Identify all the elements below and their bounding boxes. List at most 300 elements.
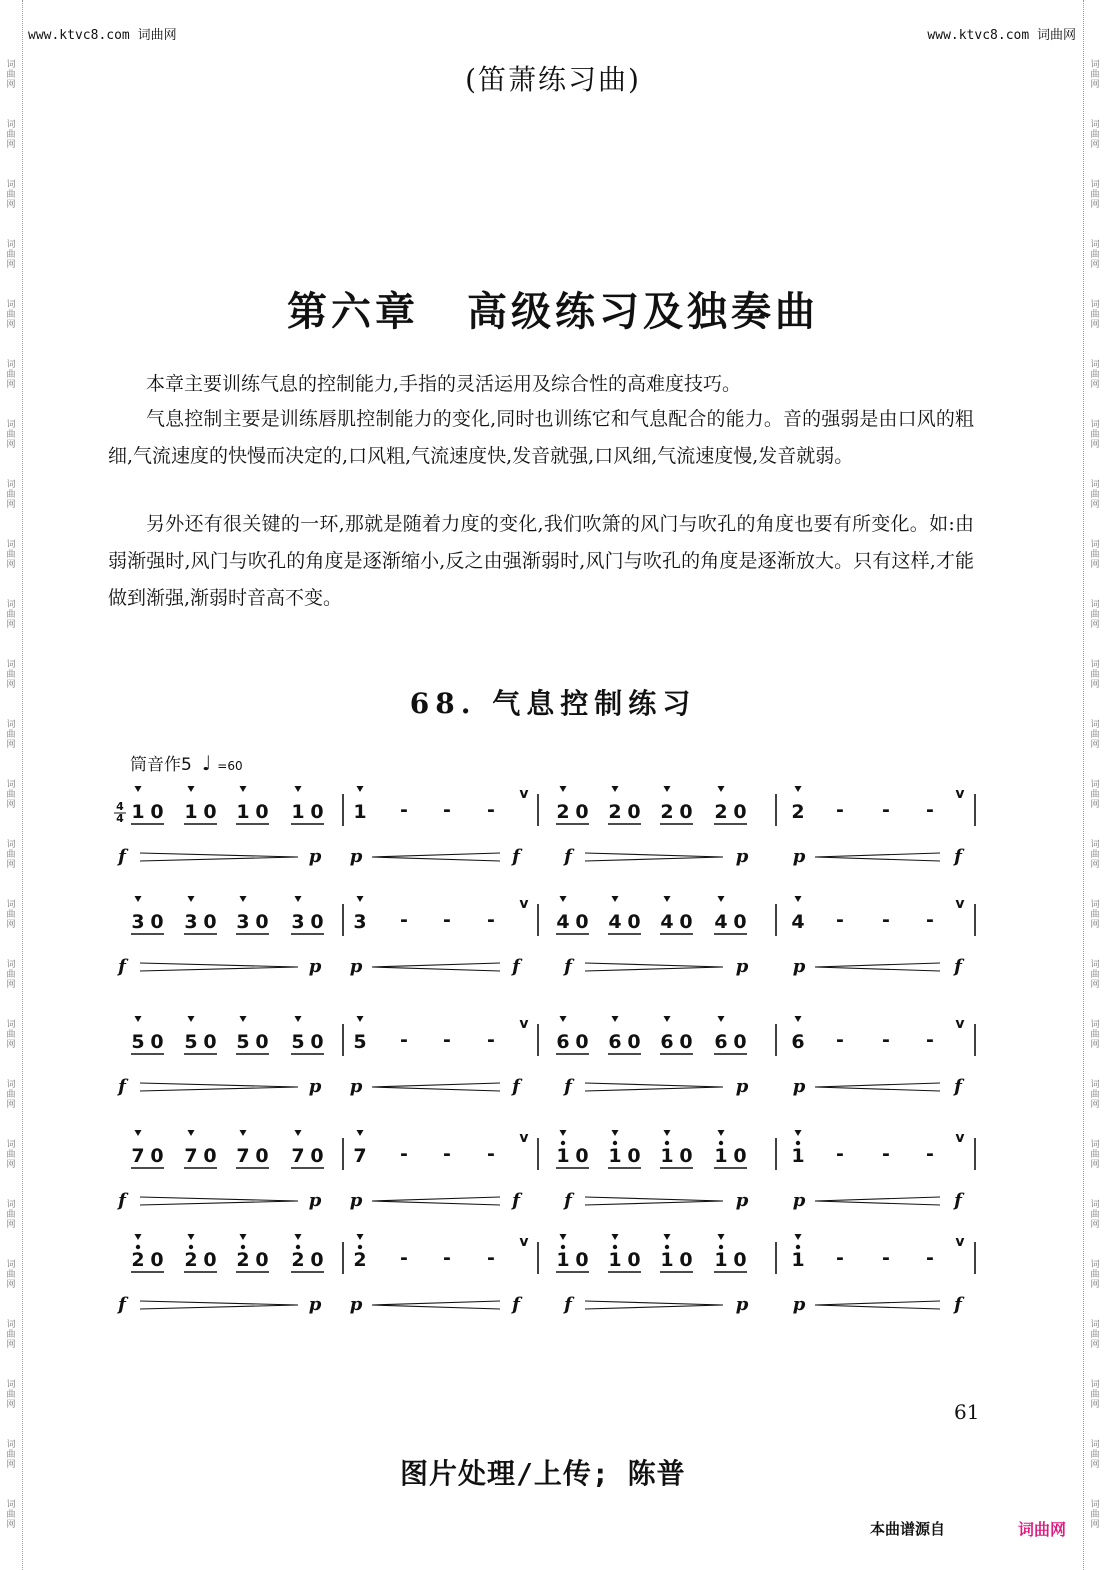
- dynamic-mark: p: [349, 846, 363, 867]
- accent-mark: [357, 1016, 364, 1022]
- side-watermark-mark: 词 曲 网: [1090, 360, 1100, 390]
- octave-dot: [613, 1245, 617, 1249]
- held-note: 4: [791, 911, 805, 933]
- note-digit: 1: [291, 801, 305, 823]
- rest-digit: 0: [255, 1249, 269, 1271]
- side-watermark-mark: 词 曲 网: [1090, 600, 1100, 630]
- tempo-marking: =60: [217, 759, 243, 773]
- held-note: 1: [791, 1145, 805, 1167]
- accent-mark: [357, 896, 364, 902]
- rest-digit: 0: [575, 1145, 589, 1167]
- dynamic-mark: f: [954, 1294, 962, 1315]
- held-note: 1: [791, 1249, 805, 1271]
- note-digit: 1: [714, 1249, 728, 1271]
- hairpin-decrescendo: [585, 1305, 723, 1309]
- note-digit: 2: [556, 801, 570, 823]
- dynamic-mark: p: [349, 1190, 363, 1211]
- dynamic-mark: f: [118, 1190, 126, 1211]
- dash-extension: -: [882, 1247, 890, 1269]
- dynamic-mark: p: [735, 1294, 749, 1315]
- held-note: 2: [791, 801, 805, 823]
- chapter-title: 高级练习及独奏曲: [467, 289, 819, 335]
- dynamic-mark: f: [118, 956, 126, 977]
- side-watermark-mark: 词 曲 网: [6, 780, 16, 810]
- accent-mark: [295, 1130, 302, 1136]
- chapter-heading: [0, 280, 1106, 337]
- side-watermark-mark: 词 曲 网: [1090, 240, 1100, 270]
- side-watermark-mark: 词 曲 网: [1090, 900, 1100, 930]
- dynamic-mark: f: [512, 1076, 520, 1097]
- side-watermark-mark: 词 曲 网: [6, 60, 16, 90]
- dynamic-mark: p: [349, 956, 363, 977]
- dash-extension: -: [836, 1143, 844, 1165]
- side-watermark-mark: 词 曲 网: [1090, 1500, 1100, 1530]
- time-signature-top: 4: [116, 800, 124, 813]
- note-digit: 1: [556, 1145, 570, 1167]
- dash-extension: -: [487, 799, 495, 821]
- watermark-url-left: www.ktvc8.com 词曲网: [28, 28, 177, 43]
- dash-extension: -: [400, 799, 408, 821]
- dynamic-mark: f: [512, 956, 520, 977]
- held-note: 3: [353, 911, 367, 933]
- side-watermark-mark: 词 曲 网: [1090, 1260, 1100, 1290]
- side-watermark-mark: 词 曲 网: [6, 840, 16, 870]
- octave-dot: [796, 1245, 800, 1249]
- dash-extension: -: [487, 1143, 495, 1165]
- note-digit: 3: [131, 911, 145, 933]
- hairpin-decrescendo: [585, 1301, 723, 1305]
- accent-mark: [135, 1016, 142, 1022]
- rest-digit: 0: [575, 1249, 589, 1271]
- accent-mark: [240, 786, 247, 792]
- dash-extension: -: [882, 909, 890, 931]
- rest-digit: 0: [733, 1249, 747, 1271]
- accent-mark: [718, 786, 725, 792]
- accent-mark: [188, 1130, 195, 1136]
- held-note: 5: [353, 1031, 367, 1053]
- accent-mark: [664, 1234, 671, 1240]
- accent-mark: [560, 1130, 567, 1136]
- accent-mark: [188, 1234, 195, 1240]
- hairpin-decrescendo: [140, 853, 298, 857]
- accent-mark: [135, 786, 142, 792]
- side-watermark-mark: 词 曲 网: [1090, 660, 1100, 690]
- accent-mark: [612, 1234, 619, 1240]
- rest-digit: 0: [733, 911, 747, 933]
- breath-mark: v: [955, 896, 965, 912]
- note-digit: 5: [131, 1031, 145, 1053]
- hairpin-decrescendo: [140, 1301, 298, 1305]
- accent-mark: [295, 1016, 302, 1022]
- note-digit: 6: [660, 1031, 674, 1053]
- held-note: 6: [791, 1031, 805, 1053]
- rest-digit: 0: [255, 1145, 269, 1167]
- side-watermark-mark: 词 曲 网: [1090, 420, 1100, 450]
- accent-mark: [357, 1130, 364, 1136]
- accent-mark: [664, 896, 671, 902]
- dynamic-mark: f: [512, 846, 520, 867]
- octave-dot: [561, 1245, 565, 1249]
- dash-extension: -: [487, 1029, 495, 1051]
- dynamic-mark: f: [954, 846, 962, 867]
- hairpin-decrescendo: [585, 1201, 723, 1205]
- side-watermark-mark: 词 曲 网: [6, 480, 16, 510]
- accent-mark: [718, 1016, 725, 1022]
- hairpin-crescendo: [372, 1197, 500, 1201]
- octave-dot: [136, 1245, 140, 1249]
- accent-mark: [560, 1016, 567, 1022]
- dynamic-mark: f: [512, 1294, 520, 1315]
- side-watermark-mark: 词 曲 网: [6, 360, 16, 390]
- note-digit: 7: [131, 1145, 145, 1167]
- hairpin-crescendo: [815, 963, 940, 967]
- breath-mark: v: [519, 896, 529, 912]
- hairpin-decrescendo: [585, 1087, 723, 1091]
- note-digit: 2: [131, 1249, 145, 1271]
- octave-dot: [719, 1141, 723, 1145]
- dash-extension: -: [487, 1247, 495, 1269]
- octave-dot: [796, 1141, 800, 1145]
- rest-digit: 0: [310, 801, 324, 823]
- intro-paragraph-1: 本章主要训练气息的控制能力,手指的灵活运用及综合性的高难度技巧。: [146, 373, 742, 395]
- hairpin-decrescendo: [140, 1197, 298, 1201]
- accent-mark: [560, 1234, 567, 1240]
- side-watermark-mark: 词 曲 网: [1090, 840, 1100, 870]
- note-digit: 1: [608, 1249, 622, 1271]
- source-site-logo: 词曲网: [1018, 1520, 1067, 1539]
- dash-extension: -: [443, 1143, 451, 1165]
- rest-digit: 0: [575, 1031, 589, 1053]
- rest-digit: 0: [627, 1031, 641, 1053]
- side-watermark-mark: 词 曲 网: [1090, 960, 1100, 990]
- dynamic-mark: f: [564, 846, 572, 867]
- hairpin-crescendo: [815, 967, 940, 971]
- rest-digit: 0: [150, 1031, 164, 1053]
- side-watermark-mark: 词 曲 网: [6, 600, 16, 630]
- note-digit: 4: [714, 911, 728, 933]
- note-digit: 1: [660, 1249, 674, 1271]
- accent-mark: [560, 786, 567, 792]
- accent-mark: [188, 786, 195, 792]
- breath-mark: v: [519, 1016, 529, 1032]
- exercise-title: 68. 气息控制练习: [409, 687, 697, 720]
- dash-extension: -: [926, 909, 934, 931]
- hairpin-crescendo: [372, 963, 500, 967]
- dash-extension: -: [926, 1143, 934, 1165]
- hairpin-crescendo: [815, 857, 940, 861]
- rest-digit: 0: [150, 1145, 164, 1167]
- breath-mark: v: [955, 1130, 965, 1146]
- note-digit: 3: [291, 911, 305, 933]
- intro-paragraph-2: 气息控制主要是训练唇肌控制能力的变化,同时也训练它和气息配合的能力。音的强弱是由口风的粗细,气流速度的快慢而决定的,口风粗,气流速度快,发音就强,口风细,气流速度慢,发音就弱。: [108, 408, 974, 467]
- rest-digit: 0: [203, 1031, 217, 1053]
- hairpin-crescendo: [815, 1301, 940, 1305]
- rest-digit: 0: [733, 801, 747, 823]
- dash-extension: -: [926, 1029, 934, 1051]
- side-watermark-mark: 词 曲 网: [1090, 1080, 1100, 1110]
- side-watermark-mark: 词 曲 网: [6, 1020, 16, 1050]
- accent-mark: [240, 1130, 247, 1136]
- accent-mark: [795, 1130, 802, 1136]
- note-digit: 6: [556, 1031, 570, 1053]
- side-watermark-mark: 词 曲 网: [1090, 1200, 1100, 1230]
- octave-dot: [613, 1141, 617, 1145]
- dynamic-mark: f: [512, 1190, 520, 1211]
- side-watermark-mark: 词 曲 网: [1090, 1140, 1100, 1170]
- held-note: 2: [353, 1249, 367, 1271]
- rest-digit: 0: [627, 1145, 641, 1167]
- book-title: (笛萧练习曲): [465, 63, 641, 96]
- accent-mark: [135, 1130, 142, 1136]
- key-signature: 筒音作5: [130, 755, 192, 775]
- accent-mark: [612, 1130, 619, 1136]
- rest-digit: 0: [150, 801, 164, 823]
- side-watermark-mark: 词 曲 网: [6, 1080, 16, 1110]
- dynamic-mark: f: [118, 1294, 126, 1315]
- dash-extension: -: [443, 1029, 451, 1051]
- rest-digit: 0: [150, 911, 164, 933]
- dynamic-mark: p: [792, 1190, 806, 1211]
- octave-dot: [241, 1245, 245, 1249]
- held-note: 1: [353, 801, 367, 823]
- dynamic-mark: p: [792, 1294, 806, 1315]
- accent-mark: [357, 786, 364, 792]
- dynamic-mark: p: [792, 956, 806, 977]
- hairpin-crescendo: [372, 1305, 500, 1309]
- dash-extension: -: [836, 1029, 844, 1051]
- dash-extension: -: [836, 909, 844, 931]
- hairpin-decrescendo: [140, 857, 298, 861]
- hairpin-crescendo: [372, 1201, 500, 1205]
- rest-digit: 0: [203, 801, 217, 823]
- hairpin-decrescendo: [140, 967, 298, 971]
- note-digit: 1: [714, 1145, 728, 1167]
- note-digit: 2: [236, 1249, 250, 1271]
- dynamic-mark: f: [564, 1190, 572, 1211]
- rest-digit: 0: [679, 1145, 693, 1167]
- dynamic-mark: f: [564, 956, 572, 977]
- dynamic-mark: f: [954, 956, 962, 977]
- rest-digit: 0: [679, 1249, 693, 1271]
- rest-digit: 0: [255, 911, 269, 933]
- dynamic-mark: p: [792, 846, 806, 867]
- hairpin-decrescendo: [585, 1083, 723, 1087]
- page-number: 61: [954, 1400, 980, 1424]
- dash-extension: -: [443, 799, 451, 821]
- octave-dot: [189, 1245, 193, 1249]
- rest-digit: 0: [679, 801, 693, 823]
- watermark-url-right: www.ktvc8.com 词曲网: [927, 28, 1076, 43]
- accent-mark: [240, 896, 247, 902]
- breath-mark: v: [519, 1234, 529, 1250]
- rest-digit: 0: [310, 1145, 324, 1167]
- note-digit: 2: [714, 801, 728, 823]
- note-digit: 2: [184, 1249, 198, 1271]
- rest-digit: 0: [203, 1249, 217, 1271]
- accent-mark: [664, 1130, 671, 1136]
- note-digit: 7: [236, 1145, 250, 1167]
- dash-extension: -: [926, 799, 934, 821]
- rest-digit: 0: [733, 1145, 747, 1167]
- accent-mark: [612, 896, 619, 902]
- note-digit: 6: [714, 1031, 728, 1053]
- accent-mark: [664, 1016, 671, 1022]
- side-watermark-mark: 词 曲 网: [6, 720, 16, 750]
- rest-digit: 0: [627, 801, 641, 823]
- rest-digit: 0: [575, 911, 589, 933]
- time-signature-bottom: 4: [116, 812, 124, 825]
- intro-paragraph-3: 另外还有很关键的一环,那就是随着力度的变化,我们吹箫的风门与吹孔的角度也要有所变化。如:由弱渐强时,风门与吹孔的角度是逐渐缩小,反之由强渐弱时,风门与吹孔的角度是逐渐放大。只有这样,才能做到渐强,渐弱时音高不变。: [108, 513, 974, 609]
- rest-digit: 0: [203, 1145, 217, 1167]
- side-watermark-mark: 词 曲 网: [6, 1500, 16, 1530]
- side-watermark-mark: 词 曲 网: [6, 1380, 16, 1410]
- side-watermark-mark: 词 曲 网: [6, 180, 16, 210]
- side-watermark-mark: 词 曲 网: [6, 900, 16, 930]
- accent-mark: [357, 1234, 364, 1240]
- accent-mark: [718, 896, 725, 902]
- hairpin-crescendo: [815, 1087, 940, 1091]
- side-watermark-mark: 词 曲 网: [1090, 1320, 1100, 1350]
- hairpin-decrescendo: [140, 963, 298, 967]
- dynamic-mark: p: [735, 846, 749, 867]
- breath-mark: v: [955, 1016, 965, 1032]
- held-note: 7: [353, 1145, 367, 1167]
- dash-extension: -: [882, 1143, 890, 1165]
- side-watermark-mark: 词 曲 网: [6, 1320, 16, 1350]
- note-digit: 3: [236, 911, 250, 933]
- key-tempo-line: [130, 750, 243, 775]
- note-digit: 4: [608, 911, 622, 933]
- source-label: 本曲谱源自: [870, 1520, 946, 1538]
- hairpin-crescendo: [372, 853, 500, 857]
- side-watermark-mark: 词 曲 网: [1090, 480, 1100, 510]
- rest-digit: 0: [310, 1031, 324, 1053]
- side-watermark-mark: 词 曲 网: [1090, 780, 1100, 810]
- note-digit: 2: [608, 801, 622, 823]
- note-digit: 5: [236, 1031, 250, 1053]
- rest-digit: 0: [733, 1031, 747, 1053]
- rest-digit: 0: [203, 911, 217, 933]
- side-watermark-mark: 词 曲 网: [1090, 1020, 1100, 1050]
- side-watermark-mark: 词 曲 网: [6, 1200, 16, 1230]
- rest-digit: 0: [627, 911, 641, 933]
- dynamic-mark: p: [308, 1076, 322, 1097]
- hairpin-decrescendo: [140, 1087, 298, 1091]
- accent-mark: [795, 1234, 802, 1240]
- hairpin-decrescendo: [585, 853, 723, 857]
- accent-mark: [295, 786, 302, 792]
- accent-mark: [135, 1234, 142, 1240]
- dash-extension: -: [836, 1247, 844, 1269]
- jianpu-score: [0, 780, 1106, 1340]
- hairpin-crescendo: [372, 1301, 500, 1305]
- hairpin-decrescendo: [140, 1305, 298, 1309]
- dynamic-mark: p: [308, 846, 322, 867]
- rest-digit: 0: [310, 1249, 324, 1271]
- note-digit: 7: [291, 1145, 305, 1167]
- accent-mark: [295, 1234, 302, 1240]
- side-watermark-mark: 词 曲 网: [1090, 300, 1100, 330]
- side-watermark-mark: 词 曲 网: [1090, 180, 1100, 210]
- side-watermark-mark: 词 曲 网: [6, 240, 16, 270]
- octave-dot: [665, 1245, 669, 1249]
- side-watermark-mark: 词 曲 网: [6, 1260, 16, 1290]
- octave-dot: [719, 1245, 723, 1249]
- octave-dot: [358, 1245, 362, 1249]
- rest-digit: 0: [575, 801, 589, 823]
- breath-mark: v: [519, 786, 529, 802]
- dynamic-mark: f: [954, 1076, 962, 1097]
- dash-extension: -: [836, 799, 844, 821]
- note-digit: 1: [236, 801, 250, 823]
- accent-mark: [795, 786, 802, 792]
- rest-digit: 0: [255, 801, 269, 823]
- hairpin-crescendo: [815, 1083, 940, 1087]
- note-digit: 6: [608, 1031, 622, 1053]
- hairpin-crescendo: [372, 857, 500, 861]
- accent-mark: [560, 896, 567, 902]
- rest-digit: 0: [679, 911, 693, 933]
- note-digit: 1: [556, 1249, 570, 1271]
- quarter-note-icon: ♩: [201, 751, 212, 775]
- dash-extension: -: [443, 909, 451, 931]
- dynamic-mark: f: [118, 1076, 126, 1097]
- side-watermark-mark: 词 曲 网: [1090, 540, 1100, 570]
- hairpin-crescendo: [815, 853, 940, 857]
- rest-digit: 0: [255, 1031, 269, 1053]
- dash-extension: -: [400, 909, 408, 931]
- note-digit: 1: [608, 1145, 622, 1167]
- hairpin-decrescendo: [585, 963, 723, 967]
- side-watermark-mark: 词 曲 网: [1090, 1440, 1100, 1470]
- accent-mark: [188, 1016, 195, 1022]
- accent-mark: [795, 1016, 802, 1022]
- side-watermark-mark: 词 曲 网: [6, 120, 16, 150]
- hairpin-crescendo: [815, 1197, 940, 1201]
- side-watermark-mark: 词 曲 网: [6, 1140, 16, 1170]
- hairpin-decrescendo: [140, 1201, 298, 1205]
- accent-mark: [612, 1016, 619, 1022]
- rest-digit: 0: [150, 1249, 164, 1271]
- accent-mark: [135, 896, 142, 902]
- hairpin-decrescendo: [140, 1083, 298, 1087]
- note-digit: 7: [184, 1145, 198, 1167]
- dynamic-mark: p: [735, 956, 749, 977]
- accent-mark: [188, 896, 195, 902]
- breath-mark: v: [519, 1130, 529, 1146]
- side-watermark-mark: 词 曲 网: [6, 300, 16, 330]
- dynamic-mark: p: [735, 1190, 749, 1211]
- dynamic-mark: p: [308, 1190, 322, 1211]
- accent-mark: [795, 896, 802, 902]
- note-digit: 5: [184, 1031, 198, 1053]
- breath-mark: v: [955, 1234, 965, 1250]
- hairpin-decrescendo: [585, 857, 723, 861]
- hairpin-crescendo: [372, 1087, 500, 1091]
- hairpin-crescendo: [372, 967, 500, 971]
- breath-mark: v: [955, 786, 965, 802]
- note-digit: 2: [660, 801, 674, 823]
- rest-digit: 0: [627, 1249, 641, 1271]
- side-watermark-mark: 词 曲 网: [1090, 1380, 1100, 1410]
- side-watermark-mark: 词 曲 网: [6, 540, 16, 570]
- upload-credit: 图片处理/上传; 陈普: [400, 1457, 686, 1490]
- side-watermark-mark: 词 曲 网: [6, 960, 16, 990]
- note-digit: 5: [291, 1031, 305, 1053]
- side-watermark-mark: 词 曲 网: [1090, 120, 1100, 150]
- dynamic-mark: p: [349, 1076, 363, 1097]
- hairpin-decrescendo: [585, 1197, 723, 1201]
